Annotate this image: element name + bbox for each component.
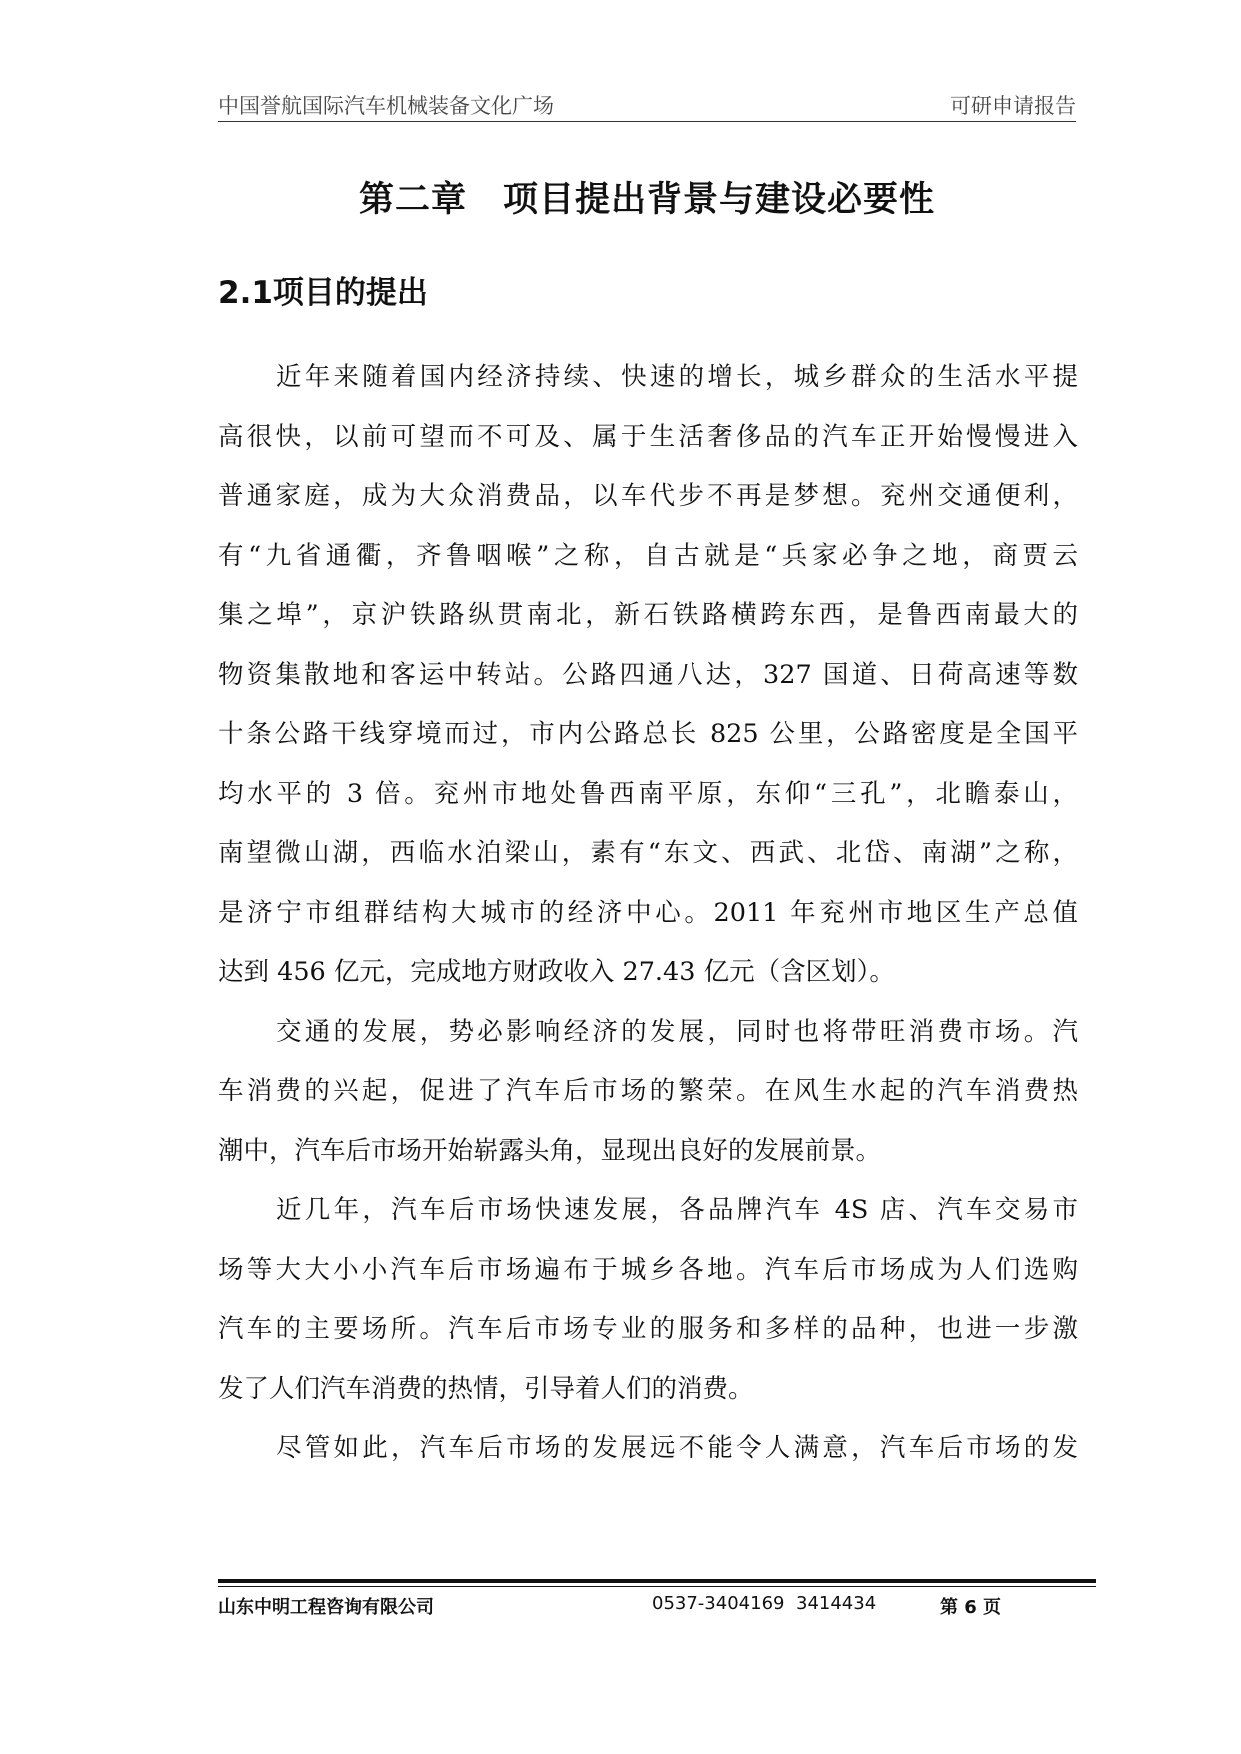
footer-phone-primary: 0537-3404169: [652, 1593, 785, 1614]
footer-phone-secondary: 3414434: [796, 1593, 877, 1614]
footer-company: 山东中明工程咨询有限公司: [218, 1597, 434, 1618]
footer-page-number: 第 6 页: [940, 1597, 1002, 1618]
paragraph-line: 场等大大小小汽车后市场遍布于城乡各地。汽车后市场成为人们选购: [218, 1254, 1078, 1285]
paragraph-line: 近几年，汽车后市场快速发展，各品牌汽车 4S 店、汽车交易市: [276, 1195, 1078, 1225]
paragraph-line: 均水平的 3 倍。兖州市地处鲁西南平原，东仰“三孔”，北瞻泰山，: [218, 778, 1078, 809]
paragraph-line: 普通家庭，成为大众消费品，以车代步不再是梦想。兖州交通便利，: [218, 481, 1078, 511]
paragraph-line: 是济宁市组群结构大城市的经济中心。2011 年兖州市地区生产总值: [218, 897, 1078, 928]
footer-divider-thick: [218, 1579, 1096, 1583]
chapter-title: 第二章 项目提出背景与建设必要性: [358, 180, 935, 220]
footer-divider-thin: [218, 1586, 1096, 1587]
header-report-type: 可研申请报告: [950, 94, 1076, 118]
paragraph-line: 汽车的主要场所。汽车后市场专业的服务和多样的品种，也进一步激: [218, 1314, 1078, 1344]
paragraph-line: 十条公路干线穿境而过，市内公路总长 825 公里，公路密度是全国平: [218, 719, 1078, 749]
paragraph-line: 发了人们汽车消费的热情，引导着人们的消费。: [218, 1373, 754, 1404]
paragraph-line: 车消费的兴起，促进了汽车后市场的繁荣。在风生水起的汽车消费热: [218, 1076, 1078, 1106]
body-text: [218, 348, 1078, 1479]
paragraph-line: 有“九省通衢，齐鲁咽喉”之称，自古就是“兵家必争之地，商贾云: [218, 540, 1078, 571]
header-project-name: 中国誉航国际汽车机械装备文化广场: [218, 94, 554, 118]
paragraph-line: 物资集散地和客运中转站。公路四通八达，327 国道、日荷高速等数: [218, 659, 1078, 690]
page-header: [218, 88, 1076, 122]
paragraph-line: 潮中，汽车后市场开始崭露头角，显现出良好的发展前景。: [218, 1135, 882, 1166]
paragraph-line: 达到 456 亿元，完成地方财政收入 27.43 亿元（含区划）。: [218, 957, 895, 987]
paragraph-line: 集之埠”，京沪铁路纵贯南北，新石铁路横跨东西，是鲁西南最大的: [218, 600, 1078, 630]
paragraph-line: 高很快，以前可望而不可及、属于生活奢侈品的汽车正开始慢慢进入: [218, 421, 1078, 452]
paragraph-line: 南望微山湖，西临水泊梁山，素有“东文、西武、北岱、南湖”之称，: [218, 838, 1078, 868]
page-footer: [218, 1593, 1096, 1623]
section-title: 2.1项目的提出: [218, 275, 428, 311]
paragraph-line: 近年来随着国内经济持续、快速的增长，城乡群众的生活水平提: [276, 362, 1078, 392]
paragraph-line: 交通的发展，势必影响经济的发展，同时也将带旺消费市场。汽: [276, 1016, 1078, 1047]
header-divider: [218, 121, 1076, 122]
paragraph-line: 尽管如此，汽车后市场的发展远不能令人满意，汽车后市场的发: [276, 1433, 1078, 1463]
